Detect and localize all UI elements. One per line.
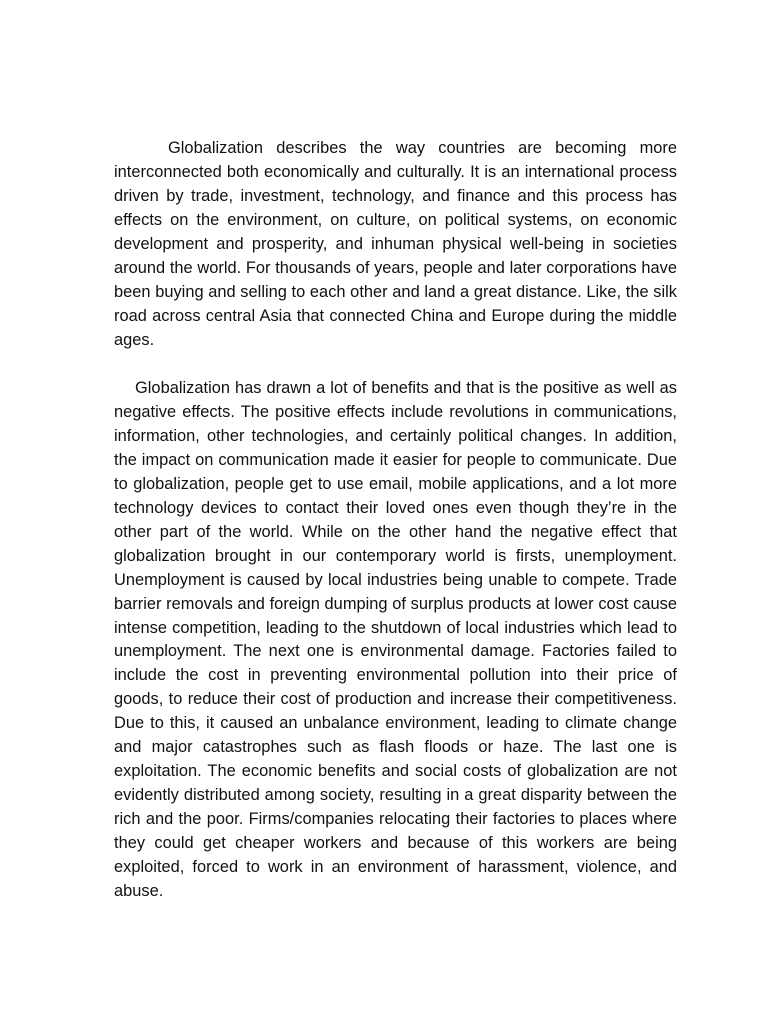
paragraph-globalization-effects: Globalization has drawn a lot of benefits and that is the positive as well as negative effects. The positive effects include revolutions in communications, information, other technologies, and certainly political changes. In addition, the impact on communication made it easier for people to communicate. Due to globalization, people get to use email, mobile applications, and a lot more technology devices to contact their loved ones even though they’re in the other part of the world. While on the other hand the negative effect that globalization brought in our contemporary world is firsts, unemployment. Unemployment is caused by local industries being unable to compete. Trade barrier removals and foreign dumping of surplus products at lower cost cause intense competition, leading to the shutdown of local industries which lead to unemployment. The next one is environmental damage. Factories failed to include the cost in preventing environmental pollution into their price of goods, to reduce their cost of production and increase their competitiveness. Due to this, it caused an unbalance environment, leading to climate change and major catastrophes such as flash floods or haze. The last one is exploitation. The economic benefits and social costs of globalization are not evidently distributed among society, resulting in a great disparity between the rich and the poor. Firms/companies relocating their factories to places where they could get cheaper workers and because of this workers are being exploited, forced to work in an environment of harassment, violence, and abuse. <box>114 379 677 901</box>
paragraph-globalization-definition: Globalization describes the way countries are becoming more interconnected both economically and culturally. It is an international process driven by trade, investment, technology, and finance and this process has effects on the environment, on culture, on political systems, on economic development and prosperity, and inhuman physical well-being in societies around the world. For thousands of years, people and later corporations have been buying and selling to each other and land a great distance. Like, the silk road across central Asia that connected China and Europe during the middle ages. <box>114 139 677 349</box>
